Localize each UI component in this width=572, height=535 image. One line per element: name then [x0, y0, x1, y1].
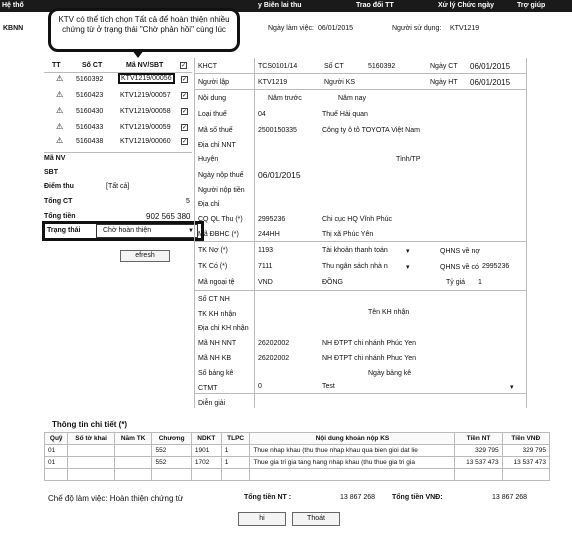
callout-tail — [132, 50, 144, 58]
exit-button[interactable] — [292, 512, 340, 526]
ngayct-label: Ngày CT — [430, 63, 458, 70]
exit-button-label: Thoát — [307, 515, 325, 522]
col-tt-header: TT — [52, 62, 61, 69]
ngayht-value: 06/01/2015 — [470, 78, 511, 87]
menu-item-help[interactable]: Trợ giúp — [517, 2, 546, 9]
trang-thai-label: Trạng thái — [47, 227, 81, 234]
divider — [44, 152, 192, 153]
list-manv: KTV1219/00057 — [120, 92, 171, 99]
chevron-down-icon[interactable]: ▾ — [406, 248, 410, 255]
detail-table — [44, 432, 550, 481]
nguoilap-label: Người lập — [198, 79, 230, 86]
tenkh-label: Tên KH nhận — [368, 309, 410, 316]
detail-col-sotokhai: Số tờ khai — [68, 433, 114, 445]
diem-thu-select[interactable]: [Tất cả] — [106, 183, 130, 190]
detail-col-quy: Quỹ — [45, 433, 68, 445]
qhns-no-label: QHNS về nợ — [440, 248, 480, 255]
ctmt-label: CTMT — [198, 385, 218, 392]
list-row[interactable] — [44, 106, 194, 120]
detail-cell[interactable] — [114, 457, 152, 469]
tong-vnd-value: 13 867 268 — [492, 494, 528, 501]
detail-col-noidung: Nội dung khoản nộp KS — [250, 433, 455, 445]
divider — [194, 89, 526, 90]
vertical-divider — [526, 58, 527, 408]
loaithue-code[interactable]: 04 — [258, 111, 266, 118]
mangoaite-value[interactable]: VND — [258, 279, 273, 286]
mode-text: Chế độ làm việc: Hoàn thiện chứng từ — [48, 494, 184, 503]
nguoiks-label: Người KS — [324, 79, 356, 86]
manh-kb-name: NH ĐTPT chi nhánh Phuc Yen — [322, 355, 417, 362]
tkkh-label: TK KH nhận — [198, 311, 237, 318]
diengiai-label: Diễn giải — [198, 400, 226, 407]
detail-title: Thông tin chi tiết (*) — [52, 420, 128, 429]
tong-nt-value: 13 867 268 — [340, 494, 376, 501]
refresh-button[interactable] — [120, 250, 170, 262]
detail-cell[interactable]: 1 — [221, 445, 250, 457]
ngayht-label: Ngày HT — [430, 79, 458, 86]
loaithue-label: Loại thuế — [198, 111, 227, 118]
mangoaite-label: Mã ngoại tệ — [198, 279, 235, 286]
user-label: Người sử dụng: — [392, 25, 442, 32]
tkno-name: Tài khoản thanh toán — [322, 247, 388, 254]
sbt-label: SBT — [44, 169, 58, 176]
complete-button[interactable] — [238, 512, 286, 526]
warning-icon: ⚠ — [56, 136, 64, 145]
detail-cell[interactable]: 1901 — [191, 445, 221, 457]
divider — [194, 290, 526, 291]
detail-cell[interactable] — [114, 445, 152, 457]
list-soct: 5160392 — [76, 76, 104, 83]
tong-ct-label: Tổng CT — [44, 198, 73, 205]
nam-truoc-radio[interactable]: Năm trước — [268, 95, 302, 102]
list-manv: KTV1219/00059 — [120, 124, 171, 131]
table-row[interactable] — [45, 457, 550, 469]
menu-item-system[interactable]: Hệ thố — [2, 2, 24, 9]
chevron-down-icon: ▼ — [188, 228, 194, 234]
list-manv: KTV1219/00056 — [118, 73, 175, 84]
list-soct: 5160430 — [76, 108, 104, 115]
row-checkbox[interactable]: ✓ — [182, 139, 188, 145]
detail-cell[interactable]: 13 537 473 — [455, 457, 502, 469]
divider — [194, 393, 526, 394]
divider — [194, 73, 526, 74]
complete-button-label: hi — [259, 515, 265, 522]
row-checkbox[interactable]: ✓ — [182, 77, 188, 83]
tong-vnd-label: Tổng tiền VNĐ: — [392, 494, 443, 501]
detail-header-row — [45, 433, 550, 445]
ngayct-value[interactable]: 06/01/2015 — [470, 62, 511, 71]
list-row[interactable] — [44, 74, 194, 88]
mst-name: Công ty ô tô TOYOTA Việt Nam — [322, 127, 420, 134]
table-row-empty — [45, 469, 550, 481]
work-date-label: Ngày làm việc: — [268, 25, 314, 32]
detail-col-namtk: Năm TK — [114, 433, 152, 445]
tkno-label: TK Nợ (*) — [198, 247, 228, 254]
vertical-divider — [254, 58, 255, 408]
trang-thai-value: Chờ hoàn thiện — [103, 227, 152, 234]
detail-cell[interactable]: 01 — [45, 457, 68, 469]
ma-nv-label: Mã NV — [44, 155, 66, 162]
col-soct-header: Số CT — [82, 62, 103, 69]
list-row[interactable] — [44, 90, 194, 104]
row-checkbox[interactable]: ✓ — [182, 109, 188, 115]
noidung-label: Nội dung — [198, 95, 227, 102]
ngaybangke-label: Ngày bảng kê — [368, 370, 412, 377]
detail-cell[interactable]: 552 — [152, 445, 191, 457]
diachi-label: Địa chỉ — [198, 201, 220, 208]
table-row[interactable] — [45, 445, 550, 457]
nguoilap-value: KTV1219 — [258, 79, 288, 86]
tong-tien-value: 902 565 380 — [146, 212, 191, 221]
tong-nt-label: Tổng tiền NT : — [244, 494, 292, 501]
tong-ct-value: 5 — [186, 198, 190, 205]
manh-kb-label: Mã NH KB — [198, 355, 232, 362]
huyen-label: Huyện — [198, 156, 219, 163]
detail-col-tienvnd: Tiền VNĐ — [502, 433, 549, 445]
chevron-down-icon[interactable]: ▾ — [406, 264, 410, 271]
list-soct: 5160433 — [76, 124, 104, 131]
detail-col-tlpc: TLPC — [221, 433, 250, 445]
madbhc-label: Mã ĐBHC (*) — [198, 231, 239, 238]
callout-tooltip: KTV có thể tích chọn Tất cả để hoàn thiện nhiều chứng từ ở trạng thái "Chờ phản hồi" cùng lúc — [48, 8, 240, 52]
tkco-label: TK Có (*) — [198, 263, 228, 270]
warning-icon: ⚠ — [56, 122, 64, 131]
col-manv-header: Mã NV/SBT — [126, 62, 164, 69]
ngaynop-value[interactable]: 06/01/2015 — [258, 170, 301, 180]
detail-col-tiennt: Tiền NT — [455, 433, 502, 445]
detail-cell[interactable]: 13 537 473 — [502, 457, 549, 469]
menu-item-exchange[interactable]: Trao đổi TT — [356, 2, 394, 9]
cqqlthu-label: CQ QL Thu (*) — [198, 216, 243, 223]
manh-kb-value[interactable]: 26202002 — [258, 355, 290, 362]
loaithue-name: Thuế Hải quan — [322, 111, 368, 118]
khct-value[interactable]: TCS0101/14 — [258, 63, 298, 70]
detail-cell[interactable]: 329 795 — [455, 445, 502, 457]
khct-label: KHCT — [198, 63, 218, 70]
detail-cell[interactable]: 329 795 — [502, 445, 549, 457]
row-checkbox[interactable]: ✓ — [182, 93, 188, 99]
nam-nay-radio[interactable]: Năm nay — [338, 95, 367, 102]
sobangke-label: Số bảng kê — [198, 370, 234, 377]
qhns-co-value[interactable]: 2995236 — [482, 263, 510, 270]
list-manv: KTV1219/00060 — [120, 138, 171, 145]
mst-value[interactable]: 2500150335 — [258, 127, 297, 134]
user-value: KTV1219 — [450, 25, 480, 32]
manh-nnt-name: NH ĐTPT chi nhánh Phúc Yen — [322, 340, 417, 347]
list-row[interactable] — [44, 136, 194, 150]
tygia-label: Tỷ giá — [446, 279, 466, 286]
diachikh-label: Địa chỉ KH nhận — [198, 325, 249, 332]
madbhc-name: Thị xã Phúc Yên — [322, 231, 374, 238]
menu-item-process[interactable]: Xử lý Chức ngày — [438, 2, 495, 9]
detail-cell[interactable]: 01 — [45, 445, 68, 457]
madbhc-code[interactable]: 244HH — [258, 231, 280, 238]
tkco-value[interactable]: 7111 — [258, 263, 273, 270]
work-date-value: 06/01/2015 — [318, 25, 354, 32]
vertical-divider — [194, 58, 195, 408]
mst-label: Mã số thuế — [198, 127, 233, 134]
select-all-checkbox[interactable]: ✓ — [181, 63, 187, 69]
tygia-value[interactable]: 1 — [478, 279, 482, 286]
ctmt-name: Test — [322, 383, 335, 390]
qhns-co-label: QHNS về có — [440, 264, 479, 271]
tinh-label: Tỉnh/TP — [396, 156, 421, 163]
warning-icon: ⚠ — [56, 106, 64, 115]
detail-cell[interactable]: 1702 — [191, 457, 221, 469]
trang-thai-select[interactable] — [96, 224, 198, 238]
detail-cell[interactable]: 1 — [221, 457, 250, 469]
manh-nnt-value[interactable]: 26202002 — [258, 340, 290, 347]
list-row[interactable] — [44, 122, 194, 136]
list-soct: 5160423 — [76, 92, 104, 99]
tkno-value[interactable]: 1193 — [258, 247, 274, 254]
cqqlthu-name: Chi cục HQ Vĩnh Phúc — [322, 216, 393, 223]
list-soct: 5160438 — [76, 138, 104, 145]
detail-col-chuong: Chương — [152, 433, 191, 445]
tkco-name: Thu ngân sách nhà n — [322, 263, 388, 270]
refresh-label: efresh — [135, 252, 155, 259]
menu-item-receipt[interactable]: y Biên lai thu — [258, 2, 302, 9]
diem-thu-label: Điểm thu — [44, 183, 74, 190]
tong-tien-label: Tổng tiền — [44, 213, 76, 220]
sotk-label: Số CT NH — [198, 296, 230, 303]
detail-cell[interactable]: Thue gia tri gia tang hang nhap khau (thu thue gia tri gia — [250, 457, 455, 469]
ctmt-value[interactable]: 0 — [258, 383, 262, 390]
list-manv: KTV1219/00058 — [120, 108, 171, 115]
soct-value[interactable]: 5160392 — [368, 63, 396, 70]
row-checkbox[interactable]: ✓ — [182, 125, 188, 131]
detail-cell[interactable] — [68, 457, 114, 469]
detail-col-ndkt: NDKT — [191, 433, 221, 445]
chevron-down-icon[interactable]: ▾ — [510, 384, 514, 391]
detail-cell[interactable]: 552 — [152, 457, 191, 469]
nguoinop-label: Người nộp tiền — [198, 187, 245, 194]
diachi-nnt-label: Địa chỉ NNT — [198, 142, 236, 149]
manh-nnt-label: Mã NH NNT — [198, 340, 237, 347]
detail-cell[interactable]: Thue nhap khau (thu thue nhap khau qua bien gioi dat lie — [250, 445, 455, 457]
warning-icon: ⚠ — [56, 74, 64, 83]
cqqlthu-code[interactable]: 2995236 — [258, 216, 286, 223]
divider — [194, 241, 526, 242]
kbnn-label: KBNN — [3, 25, 24, 32]
mangoaite-name: ĐỒNG — [322, 279, 343, 286]
soct-label: Số CT — [324, 63, 344, 70]
warning-icon: ⚠ — [56, 90, 64, 99]
detail-cell[interactable] — [68, 445, 114, 457]
ngaynop-label: Ngày nộp thuế — [198, 172, 244, 179]
